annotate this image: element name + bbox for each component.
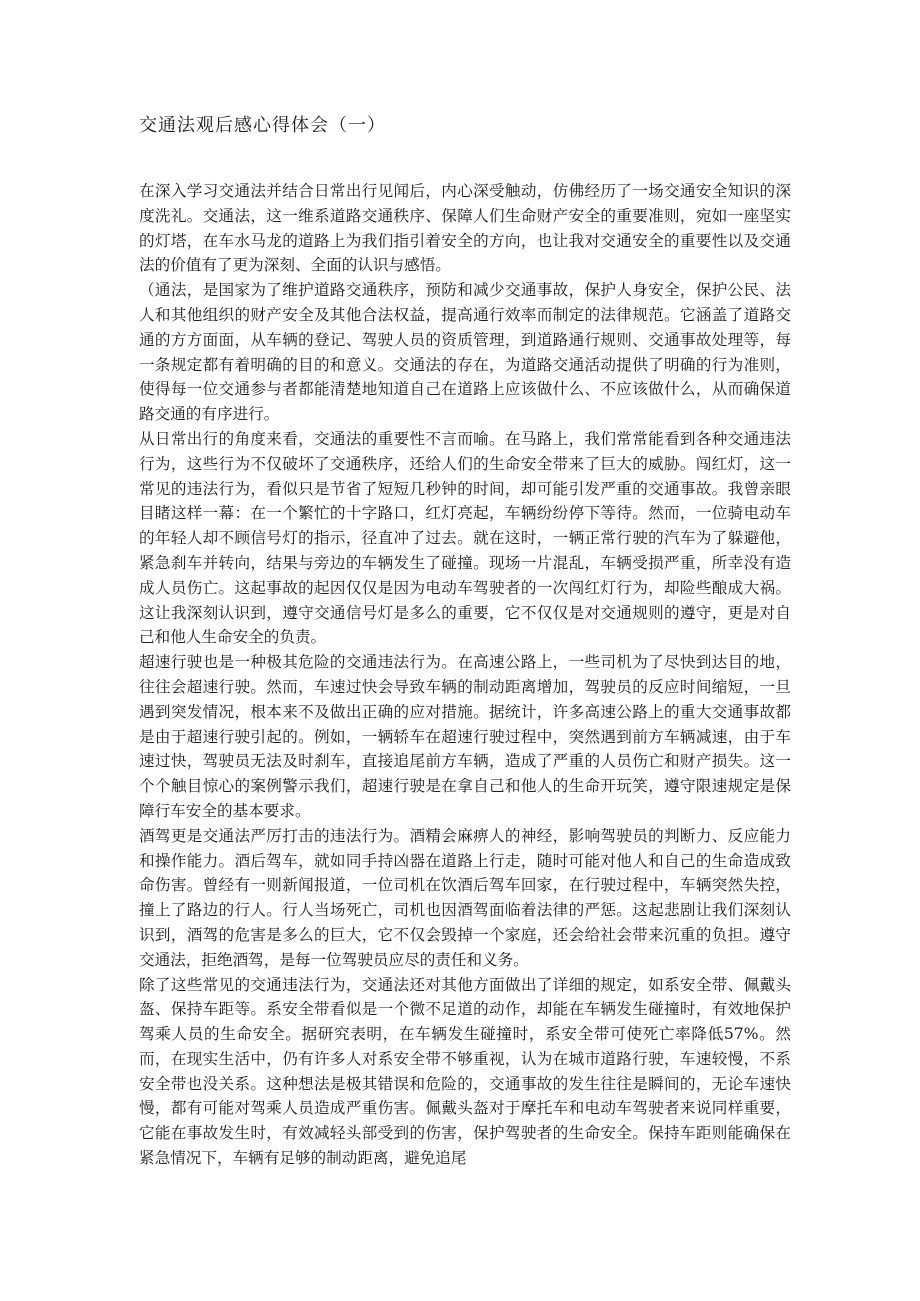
document-body: [139, 179, 791, 1171]
paragraph: 超速行驶也是一种极其危险的交通违法行为。在高速公路上，一些司机为了尽快到达目的地，往往会超速行驶。然而，车速过快会导致车辆的制动距离增加，驾驶员的反应时间缩短，一旦遇到突发情况，根本来不及做出正确的应对措施。据统计，许多高速公路上的重大交通事故都是由于超速行驶引起的。例如，一辆轿车在超速行驶过程中，突然遇到前方车辆减速，由于车速过快，驾驶员无法及时刹车，直接追尾前方车辆，造成了严重的人员伤亡和财产损失。这一个个触目惊心的案例警示我们，超速行驶是在拿自己和他人的生命开玩笑，遵守限速规定是保障行车安全的基本要求。: [139, 653, 791, 820]
paragraph: 在深入学习交通法并结合日常出行见闻后，内心深受触动，仿佛经历了一场交通安全知识的深度洗礼。交通法，这一维系道路交通秩序、保障人们生命财产安全的重要准则，宛如一座坚实的灯塔，在车水马龙的道路上为我们指引着安全的方向，也让我对交通安全的重要性以及交通法的价值有了更为深刻、全面的认识与感悟。: [139, 182, 791, 275]
paragraph: 从日常出行的角度来看，交通法的重要性不言而喻。在马路上，我们常常能看到各种交通违法行为，这些行为不仅破坏了交通秩序，还给人们的生命安全带来了巨大的威胁。闯红灯，这一常见的违法行为，看似只是节省了短短几秒钟的时间，却可能引发严重的交通事故。我曾亲眼目睹这样一幕：在一个繁忙的十字路口，红灯亮起，车辆纷纷停下等待。然而，一位骑电动车的年轻人却不顾信号灯的指示，径直冲了过去。就在这时，一辆正常行驶的汽车为了躲避他，紧急刹车并转向，结果与旁边的车辆发生了碰撞。现场一片混乱，车辆受损严重，所幸没有造成人员伤亡。这起事故的起因仅仅是因为电动车驾驶者的一次闯红灯行为，却险些酿成大祸。这让我深刻认识到，遵守交通信号灯是多么的重要，它不仅仅是对交通规则的遵守，更是对自己和他人生命安全的负责。: [139, 429, 791, 647]
document-title: 交通法观后感心得体会（一）: [139, 115, 386, 136]
paragraph: 除了这些常见的交通违法行为，交通法还对其他方面做出了详细的规定，如系安全带、佩戴头盔、保持车距等。系安全带看似是一个微不足道的动作，却能在车辆发生碰撞时，有效地保护驾乘人员的生命安全。据研究表明，在车辆发生碰撞时，系安全带可使死亡率降低57%。然而，在现实生活中，仍有许多人对系安全带不够重视，认为在城市道路行驶，车速较慢，不系安全带也没关系。这种想法是极其错误和危险的，交通事故的发生往往是瞬间的，无论车速快慢，都有可能对驾乘人员造成严重伤害。佩戴头盔对于摩托车和电动车驾驶者来说同样重要，它能在事故发生时，有效减轻头部受到的伤害，保护驾驶者的生命安全。保持车距则能确保在紧急情况下，车辆有足够的制动距离，避免追尾: [139, 975, 791, 1168]
document-page: [139, 0, 791, 1171]
paragraph: （通法，是国家为了维护道路交通秩序，预防和减少交通事故，保护人身安全，保护公民、法人和其他组织的财产安全及其他合法权益，提高通行效率而制定的法律规范。它涵盖了道路交通的方方面面，从车辆的登记、驾驶人员的资质管理，到道路通行规则、交通事故处理等，每一条规定都有着明确的目的和意义。交通法的存在，为道路交通活动提供了明确的行为准则，使得每一位交通参与者都能清楚地知道自己在道路上应该做什么、不应该做什么，从而确保道路交通的有序进行。: [139, 281, 791, 424]
paragraph: 酒驾更是交通法严厉打击的违法行为。酒精会麻痹人的神经，影响驾驶员的判断力、反应能力和操作能力。酒后驾车，就如同手持凶器在道路上行走，随时可能对他人和自己的生命造成致命伤害。曾经有一则新闻报道，一位司机在饮酒后驾车回家，在行驶过程中，车辆突然失控，撞上了路边的行人。行人当场死亡，司机也因酒驾面临着法律的严惩。这起悲剧让我们深刻认识到，酒驾的危害是多么的巨大，它不仅会毁掉一个家庭，还会给社会带来沉重的负担。遵守交通法，拒绝酒驾，是每一位驾驶员应尽的责任和义务。: [139, 826, 791, 969]
